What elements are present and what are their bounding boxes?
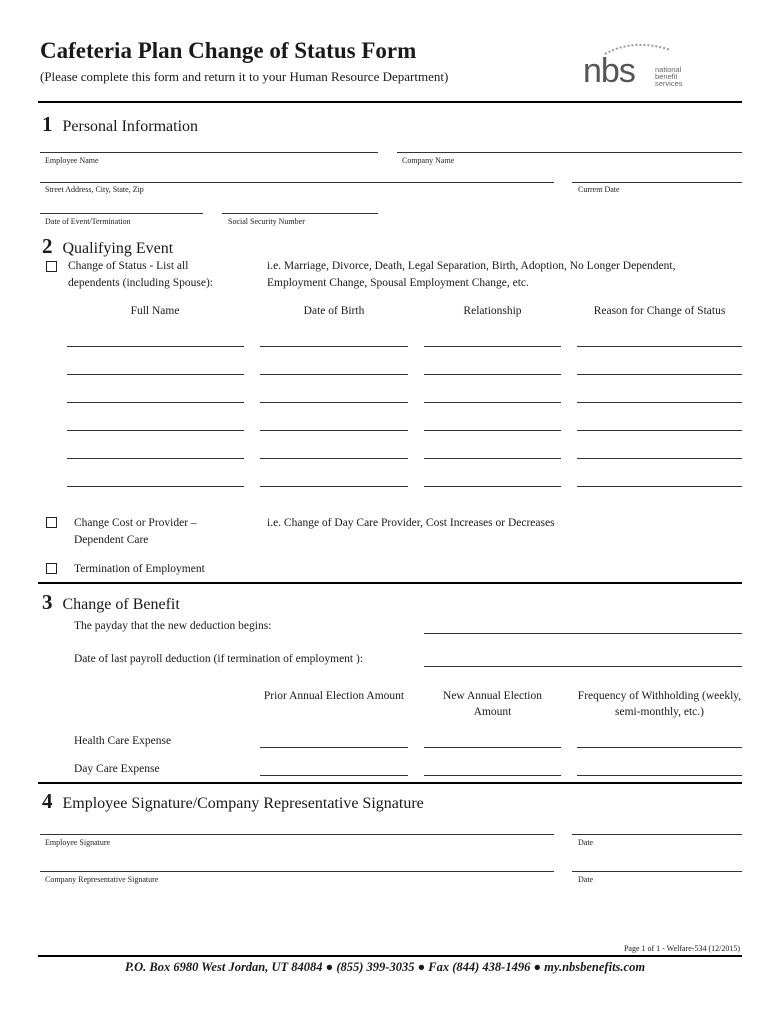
dependent-name-field[interactable]: [67, 346, 244, 347]
dependent-relationship-field[interactable]: [424, 486, 561, 487]
ssn-label: Social Security Number: [228, 217, 305, 226]
section4-heading: [42, 789, 424, 814]
nbs-logo: [583, 42, 713, 92]
section2-heading: [42, 234, 173, 259]
col-relationship: Relationship: [463, 305, 522, 317]
street-address-field[interactable]: [40, 182, 554, 183]
employee-signature-label: Employee Signature: [45, 838, 111, 847]
termination-label: Termination of Employment: [74, 563, 205, 575]
dependent-relationship-field[interactable]: [424, 346, 561, 347]
dependent-reason-field[interactable]: [577, 458, 742, 459]
payday-field[interactable]: [424, 633, 742, 634]
section-title: Change of Benefit: [62, 596, 180, 613]
company-date-field[interactable]: [572, 871, 742, 872]
dependent-name-field[interactable]: [67, 458, 244, 459]
employee-date-field[interactable]: [572, 834, 742, 835]
company-signature-field[interactable]: [40, 871, 554, 872]
payday-label: The payday that the new deduction begins:: [74, 620, 272, 632]
form-title: Cafeteria Plan Change of Status Form: [40, 38, 417, 63]
logo-subtext: national benefit services: [655, 65, 683, 88]
health-care-new-field[interactable]: [424, 747, 561, 748]
dependent-name-field[interactable]: [67, 486, 244, 487]
company-name-field[interactable]: [397, 152, 742, 153]
current-date-field[interactable]: [572, 182, 742, 183]
change-status-example: i.e. Marriage, Divorce, Death, Legal Separation, Birth, Adoption, No Longer Dependent, Employment Change, Spousal Employment Change, etc.: [267, 260, 676, 289]
employee-name-label: Employee Name: [45, 156, 99, 165]
ssn-field[interactable]: [222, 213, 378, 214]
change-cost-example: i.e. Change of Day Care Provider, Cost Increases or Decreases: [267, 517, 555, 529]
day-care-prior-field[interactable]: [260, 775, 408, 776]
health-care-label: Health Care Expense: [74, 735, 172, 747]
form-subtitle: (Please complete this form and return it to your Human Resource Department): [40, 69, 449, 84]
dependent-dob-field[interactable]: [260, 402, 408, 403]
day-care-label: Day Care Expense: [74, 763, 160, 775]
day-care-new-field[interactable]: [424, 775, 561, 776]
header-divider: [38, 101, 742, 103]
section-divider: [38, 782, 742, 784]
logo-text: nbs: [583, 52, 635, 90]
dependent-relationship-field[interactable]: [424, 458, 561, 459]
dependent-name-field[interactable]: [67, 402, 244, 403]
footer-divider: [38, 955, 742, 957]
section-number: 1: [42, 112, 53, 136]
dependent-reason-field[interactable]: [577, 346, 742, 347]
dependent-reason-field[interactable]: [577, 486, 742, 487]
dependent-relationship-field[interactable]: [424, 402, 561, 403]
company-name-label: Company Name: [402, 156, 455, 165]
section-title: Qualifying Event: [62, 240, 174, 257]
col-date-of-birth: Date of Birth: [303, 305, 365, 317]
section-divider: [38, 582, 742, 584]
section1-heading: [42, 112, 198, 137]
change-cost-label: Change Cost or Provider – Dependent Care: [74, 517, 197, 546]
section-title: Employee Signature/Company Representative Signature: [62, 795, 424, 812]
dependent-dob-field[interactable]: [260, 486, 408, 487]
dependent-relationship-field[interactable]: [424, 430, 561, 431]
footer-contact: P.O. Box 6980 West Jordan, UT 84084 ● (855) 399-3035 ● Fax (844) 438-1496 ● my.nbsbenefits.com: [124, 960, 646, 974]
dependent-name-field[interactable]: [67, 374, 244, 375]
date-of-event-field[interactable]: [40, 213, 203, 214]
section-number: 4: [42, 789, 53, 813]
health-care-frequency-field[interactable]: [577, 747, 742, 748]
dependent-relationship-field[interactable]: [424, 374, 561, 375]
employee-date-label: Date: [578, 838, 594, 847]
last-payroll-field[interactable]: [424, 666, 742, 667]
col-prior-election: Prior Annual Election Amount: [263, 690, 405, 702]
change-status-label: Change of Status - List all dependents (including Spouse):: [68, 260, 214, 289]
day-care-frequency-field[interactable]: [577, 775, 742, 776]
termination-checkbox[interactable]: [46, 563, 57, 574]
street-address-label: Street Address, City, State, Zip: [45, 185, 144, 194]
col-reason: Reason for Change of Status: [593, 305, 726, 317]
date-of-event-label: Date of Event/Termination: [45, 217, 131, 226]
employee-name-field[interactable]: [40, 152, 378, 153]
dependent-reason-field[interactable]: [577, 430, 742, 431]
dependent-dob-field[interactable]: [260, 430, 408, 431]
company-date-label: Date: [578, 875, 594, 884]
dependent-dob-field[interactable]: [260, 346, 408, 347]
section3-heading: [42, 590, 180, 615]
health-care-prior-field[interactable]: [260, 747, 408, 748]
col-new-election: New Annual Election Amount: [442, 690, 542, 718]
page-number: Page 1 of 1 - Welfare-534 (12/2015): [623, 944, 740, 953]
dependent-reason-field[interactable]: [577, 374, 742, 375]
change-cost-checkbox[interactable]: [46, 517, 57, 528]
last-payroll-label: Date of last payroll deduction (if termination of employment ):: [74, 653, 364, 665]
dependent-dob-field[interactable]: [260, 374, 408, 375]
change-status-checkbox[interactable]: [46, 261, 57, 272]
company-signature-label: Company Representative Signature: [45, 875, 159, 884]
dependent-name-field[interactable]: [67, 430, 244, 431]
current-date-label: Current Date: [578, 185, 620, 194]
section-title: Personal Information: [62, 118, 199, 135]
employee-signature-field[interactable]: [40, 834, 554, 835]
section-number: 2: [42, 234, 53, 258]
col-frequency: Frequency of Withholding (weekly, semi-monthly, etc.): [577, 690, 742, 718]
section-number: 3: [42, 590, 53, 614]
dependent-dob-field[interactable]: [260, 458, 408, 459]
dependent-reason-field[interactable]: [577, 402, 742, 403]
col-full-name: Full Name: [130, 305, 180, 317]
